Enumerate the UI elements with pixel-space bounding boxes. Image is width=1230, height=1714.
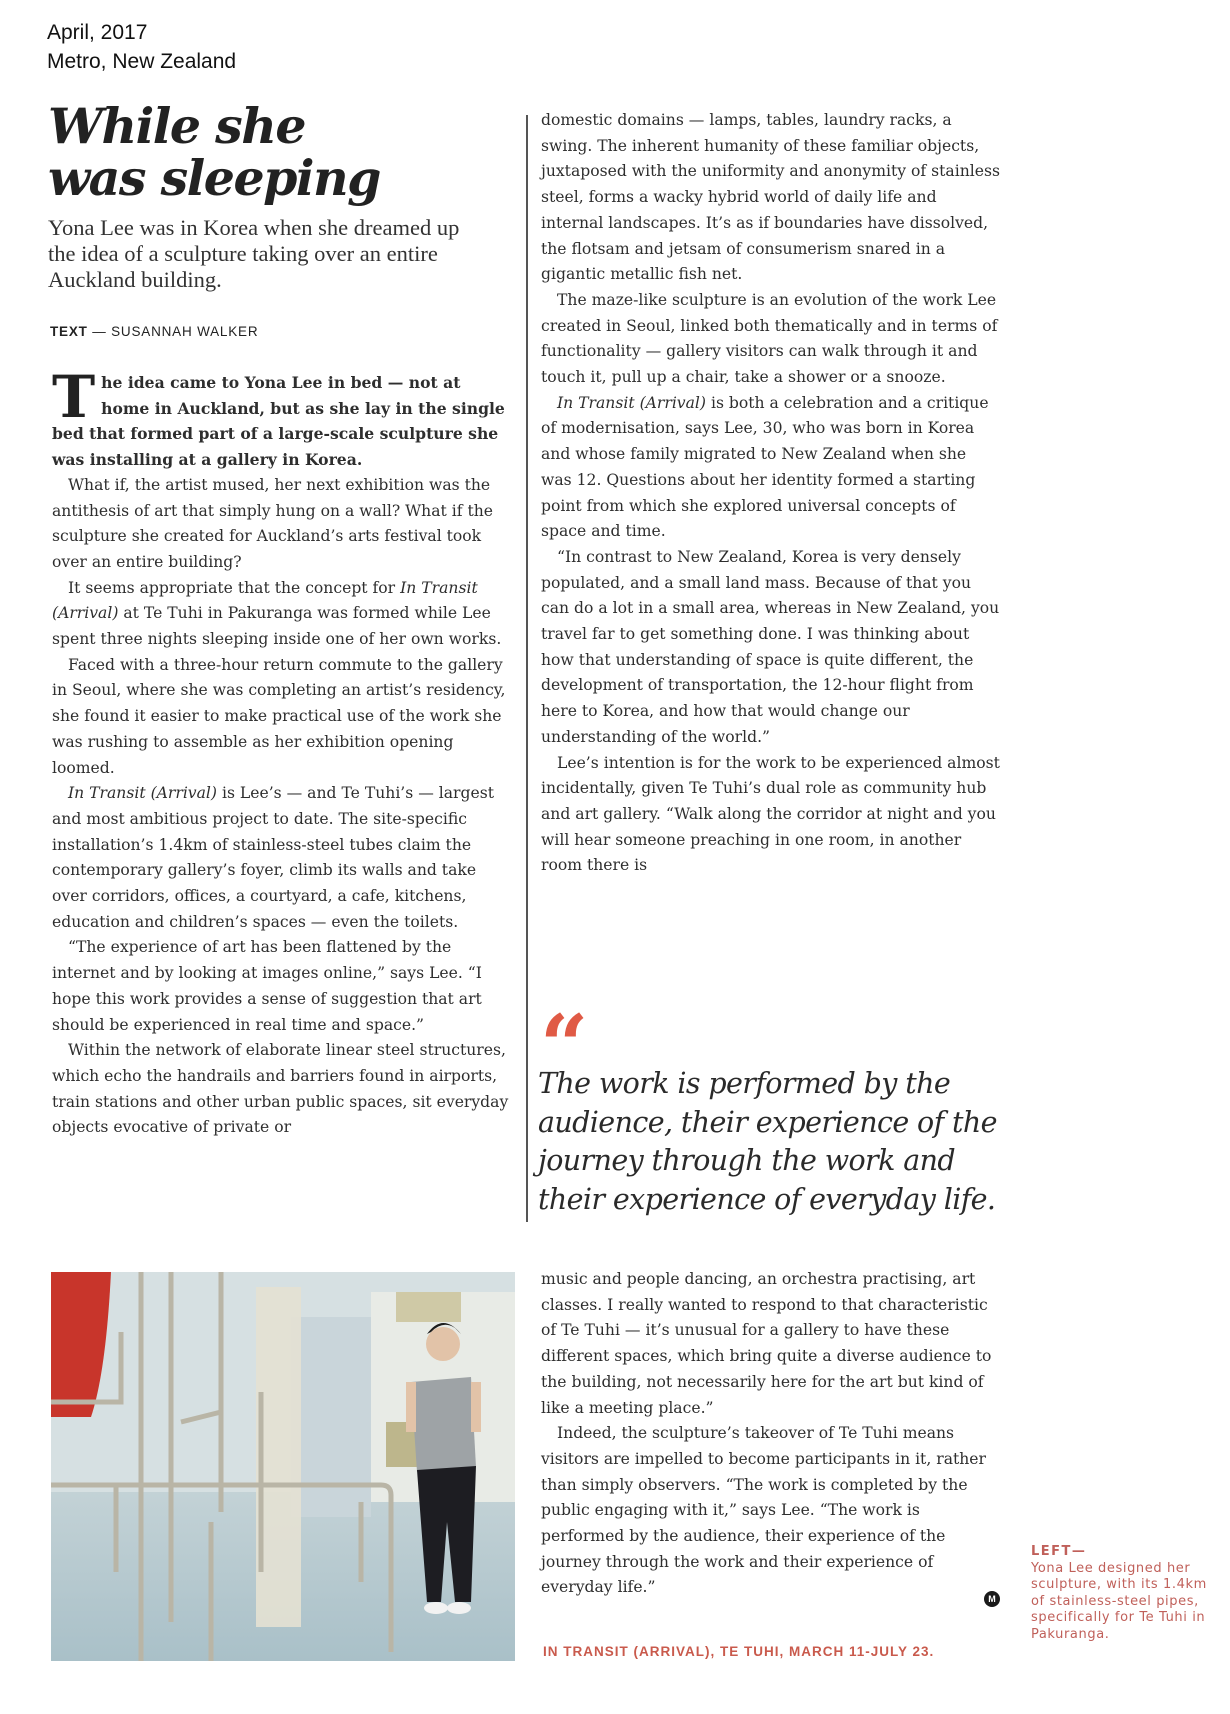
- artwork-title: In Transit (Arrival): [52, 578, 478, 623]
- text-run: is Lee’s — and Te Tuhi’s — largest and most ambitious project to date. The site-specific installation’s 1.4km of stainless-steel tubes claim the contemporary gallery’s foyer, climb its walls and take over corridors, offices, a courtyard, a cafe, kitchens, education and children’s spaces — even the toilets.: [52, 784, 494, 931]
- body-paragraph: Within the network of elaborate linear steel structures, which echo the handrails and barriers found in airports, train stations and other urban public spaces, sit everyday objects evocative of private or: [52, 1041, 509, 1137]
- body-paragraph: [52, 576, 514, 653]
- body-paragraph: The maze-like sculpture is an evolution of the work Lee created in Seoul, linked both thematically and in terms of functionality — gallery visitors can walk through it and touch it, pull up a chair, take a shower or a snooze.: [541, 290, 998, 387]
- artwork-title: In Transit (Arrival): [557, 393, 706, 412]
- headline-line-1: While she: [48, 97, 306, 155]
- body-paragraph: [541, 391, 1001, 545]
- source-meta: [47, 18, 236, 76]
- article-column-1: [52, 363, 514, 1141]
- drop-cap: T: [52, 363, 96, 431]
- body-paragraph: Lee’s intention is for the work to be experienced almost incidentally, given Te Tuhi’s dual role as community hub and art gallery. “Walk along the corridor at night and you will hear someone preaching in one room, in another room there is: [541, 753, 1000, 875]
- byline-separator: —: [87, 324, 112, 339]
- event-info: IN TRANSIT (ARRIVAL), TE TUHI, MARCH 11-JULY 23.: [543, 1644, 935, 1659]
- caption-label: LEFT—: [1031, 1544, 1087, 1559]
- body-paragraph: Faced with a three-hour return commute to the gallery in Seoul, where she was completing an artist’s residency, she found it easier to make practical use of the work she was rushing to assemble as her exhibition opening loomed.: [52, 655, 506, 777]
- lead-paragraph: [52, 363, 514, 473]
- publication-name: Metro, New Zealand: [47, 50, 237, 73]
- body-paragraph: [52, 781, 514, 935]
- article-column-3: [541, 1267, 1001, 1601]
- article-standfirst: Yona Lee was in Korea when she dreamed up the idea of a sculpture taking over an entire Auckland building.: [48, 215, 460, 292]
- photo-yona-lee-sculpture: [51, 1272, 515, 1661]
- column-divider: [526, 115, 528, 1222]
- artwork-title: In Transit (Arrival): [68, 784, 217, 803]
- body-paragraph: What if, the artist mused, her next exhibition was the antithesis of art that simply hung on a wall? What if the sculpture she created for Auckland’s arts festival took over an entire building?: [52, 475, 494, 571]
- metro-end-mark-icon: M: [984, 1591, 1000, 1607]
- text-run: at Te Tuhi in Pakuranga was formed while Lee spent three nights sleeping inside one of her own works.: [52, 604, 502, 649]
- article-column-2: [541, 108, 1001, 879]
- text-run: is both a celebration and a critique of modernisation, says Lee, 30, who was born in Korea and whose family migrated to New Zealand when she was 12. Questions about her identity formed a starting point from which she explored universal concepts of space and time.: [541, 393, 989, 541]
- body-paragraph: Indeed, the sculpture’s takeover of Te Tuhi means visitors are impelled to become participants in it, rather than simply observers. “The work is completed by the public engaging with it,” says Lee. “The work is performed by the audience, their experience of the journey through the work and their experience of everyday life.”: [541, 1424, 986, 1597]
- issue-date: April, 2017: [47, 21, 148, 44]
- byline-label: TEXT: [50, 324, 88, 339]
- body-paragraph: “The experience of art has been flattened by the internet and by looking at images online,” says Lee. “I hope this work provides a sense of suggestion that art should be experienced in real time and space.”: [52, 938, 482, 1034]
- article-photo: [51, 1272, 515, 1661]
- quote-mark-icon: “: [540, 996, 589, 1095]
- photo-caption: [1031, 1544, 1221, 1643]
- byline-author: SUSANNAH WALKER: [111, 324, 259, 339]
- byline: [50, 324, 258, 339]
- headline-line-2: was sleeping: [48, 149, 380, 207]
- pull-quote: The work is performed by the audience, their experience of the journey through the work and their experience of everyday life.: [538, 1067, 997, 1216]
- caption-text: Yona Lee designed her sculpture, with its 1.4km of stainless-steel pipes, specifically for Te Tuhi in Pakuranga.: [1031, 1560, 1207, 1642]
- text-run: It seems appropriate that the concept for: [68, 578, 401, 597]
- body-paragraph: “In contrast to New Zealand, Korea is very densely populated, and a small land mass. Because of that you can do a lot in a small area, whereas in New Zealand, you travel far to get something done. I was thinking about how that understanding of space is quite different, the development of transportation, the 12-hour flight from here to Korea, and how that would change our understanding of the world.”: [541, 547, 1000, 746]
- lead-text: he idea came to Yona Lee in bed — not at home in Auckland, but as she lay in the single bed that formed part of a large-scale sculpture she was installing at a gallery in Korea.: [52, 373, 505, 470]
- body-paragraph: domestic domains — lamps, tables, laundry racks, a swing. The inherent humanity of these familiar objects, juxtaposed with the uniformity and anonymity of stainless steel, forms a wacky hybrid world of daily life and internal landscapes. It’s as if boundaries have dissolved, the flotsam and jetsam of consumerism snared in a gigantic metallic fish net.: [541, 111, 1000, 284]
- body-paragraph: music and people dancing, an orchestra practising, art classes. I really wanted to respond to that characteristic of Te Tuhi — it’s unusual for a gallery to have these different spaces, which bring quite a diverse audience to the building, not necessarily here for the art but kind of like a meeting place.”: [541, 1270, 992, 1417]
- article-headline: [48, 97, 488, 207]
